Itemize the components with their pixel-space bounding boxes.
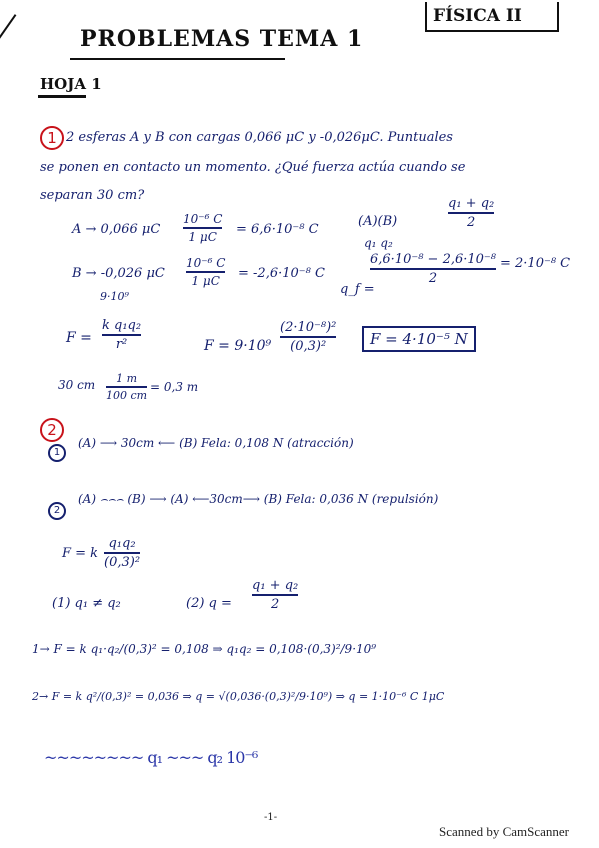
conversion-fraction-num: 1 m	[116, 372, 138, 385]
charge-b-fraction-num: 10⁻⁶ C	[186, 256, 226, 270]
problem-2-case-1-line: (A) ⟶ 30cm ⟵ (B) Fela: 0,108 N (atracción)	[78, 436, 354, 450]
charge-a-fraction	[183, 212, 222, 244]
sheet-label: HOJA 1	[40, 75, 102, 93]
conversion-label: 30 cm	[58, 378, 96, 392]
case-1-condition: (1) q₁ ≠ q₂	[52, 596, 121, 611]
problem-2-case-2-line: (A) ⌢⌢⌢ (B) ⟶ (A) ⟵30cm⟶ (B) Fela: 0,036 N (repulsión)	[78, 492, 439, 506]
fraction-bar	[448, 212, 494, 214]
coulomb-law-fraction-num: q₁q₂	[108, 536, 136, 551]
charge-b-fraction-den: 1 μC	[191, 273, 220, 288]
final-charge-formula-num: q₁ + q₂	[448, 196, 495, 211]
fraction-bar	[104, 552, 140, 554]
charge-b-label: B → -0,026 μC	[72, 266, 165, 281]
coulomb-law-label: F = k	[62, 546, 99, 561]
problem-1-statement-line-3: separan 30 cm?	[40, 188, 145, 203]
problem-2-number: 2	[40, 418, 64, 442]
subject-label: FÍSICA II	[433, 6, 522, 26]
case-2-condition-fraction-den: 2	[270, 596, 280, 612]
problem-1-statement-line-1: 2 esferas A y B con cargas 0,066 μC y -0,026μC. Puntuales	[66, 130, 453, 145]
final-charge-label: q_f =	[340, 282, 375, 297]
problem-1-number: 1	[40, 126, 64, 150]
case-2-condition-fraction	[252, 578, 298, 612]
final-charge-result: = 2·10⁻⁸ C	[500, 256, 571, 271]
force-formula-den: r²	[115, 336, 128, 352]
conversion-fraction	[106, 372, 147, 402]
conversion-fraction-den: 100 cm	[106, 388, 148, 402]
fraction-bar	[186, 271, 225, 273]
charge-a-fraction-den: 1 μC	[188, 229, 217, 244]
equation-case-2: 2→ F = k q²/(0,3)² = 0,036 ⇒ q = √(0,036·(0,3)²/9·10⁹) ⇒ q = 1·10⁻⁶ C 1μC	[32, 690, 445, 703]
equation-case-1: 1→ F = k q₁·q₂/(0,3)² = 0,108 ⇒ q₁q₂ = 0,108·(0,3)²/9·10⁹	[32, 642, 377, 656]
page-title: PROBLEMAS TEMA 1	[80, 26, 364, 52]
charge-a-fraction-num: 10⁻⁶ C	[183, 212, 223, 226]
fraction-bar	[370, 268, 496, 270]
case-2-marker: 2	[48, 502, 66, 520]
final-charge-calc-num: 6,6·10⁻⁸ − 2,6·10⁻⁸	[370, 252, 497, 267]
final-charge-formula-den: 2	[466, 214, 476, 230]
ab-charges: q₁ q₂	[364, 236, 393, 250]
fraction-bar	[102, 334, 141, 336]
force-result-box: F = 4·10⁻⁵ N	[362, 326, 476, 352]
force-calc-fraction-num: (2·10⁻⁸)²	[280, 320, 337, 335]
fraction-bar	[252, 594, 298, 596]
force-calc-label: F = 9·10⁹	[204, 338, 272, 354]
force-calc-fraction-den: (0,3)²	[290, 338, 327, 354]
force-label: F =	[66, 330, 92, 346]
fraction-bar	[106, 386, 147, 388]
page-mark: -1-	[264, 812, 278, 823]
title-underline	[70, 58, 285, 60]
final-charge-formula	[448, 196, 494, 230]
sheet-underline	[38, 95, 86, 98]
problem-1-statement-line-2: se ponen en contacto un momento. ¿Qué fuerza actúa cuando se	[40, 160, 466, 175]
ab-circles: (A)(B)	[358, 214, 398, 229]
fraction-bar	[183, 227, 222, 229]
corner-slash-mark	[0, 14, 16, 40]
scribbled-out-line: ~~~~~~~~ q₁ ~~~ q₂ 10⁻⁶	[44, 748, 258, 767]
charge-a-result: = 6,6·10⁻⁸ C	[236, 222, 319, 237]
fraction-bar	[280, 336, 336, 338]
final-charge-calc-den: 2	[428, 270, 438, 286]
case-1-marker: 1	[48, 444, 66, 462]
scanner-watermark: Scanned by CamScanner	[439, 824, 569, 839]
coulomb-constant-note: 9·10⁹	[100, 290, 129, 303]
force-calc-fraction	[280, 320, 336, 354]
final-charge-calc	[370, 252, 496, 286]
force-formula	[102, 318, 141, 352]
force-formula-num: k q₁q₂	[102, 318, 142, 333]
charge-b-fraction	[186, 256, 225, 288]
charge-b-result: = -2,6·10⁻⁸ C	[238, 266, 325, 281]
case-2-condition-label: (2) q =	[186, 596, 232, 611]
charge-a-label: A → 0,066 μC	[72, 222, 161, 237]
coulomb-law-fraction	[104, 536, 140, 570]
case-2-condition-fraction-num: q₁ + q₂	[252, 578, 299, 593]
conversion-result: = 0,3 m	[150, 380, 199, 394]
coulomb-law-fraction-den: (0,3)²	[104, 554, 141, 570]
